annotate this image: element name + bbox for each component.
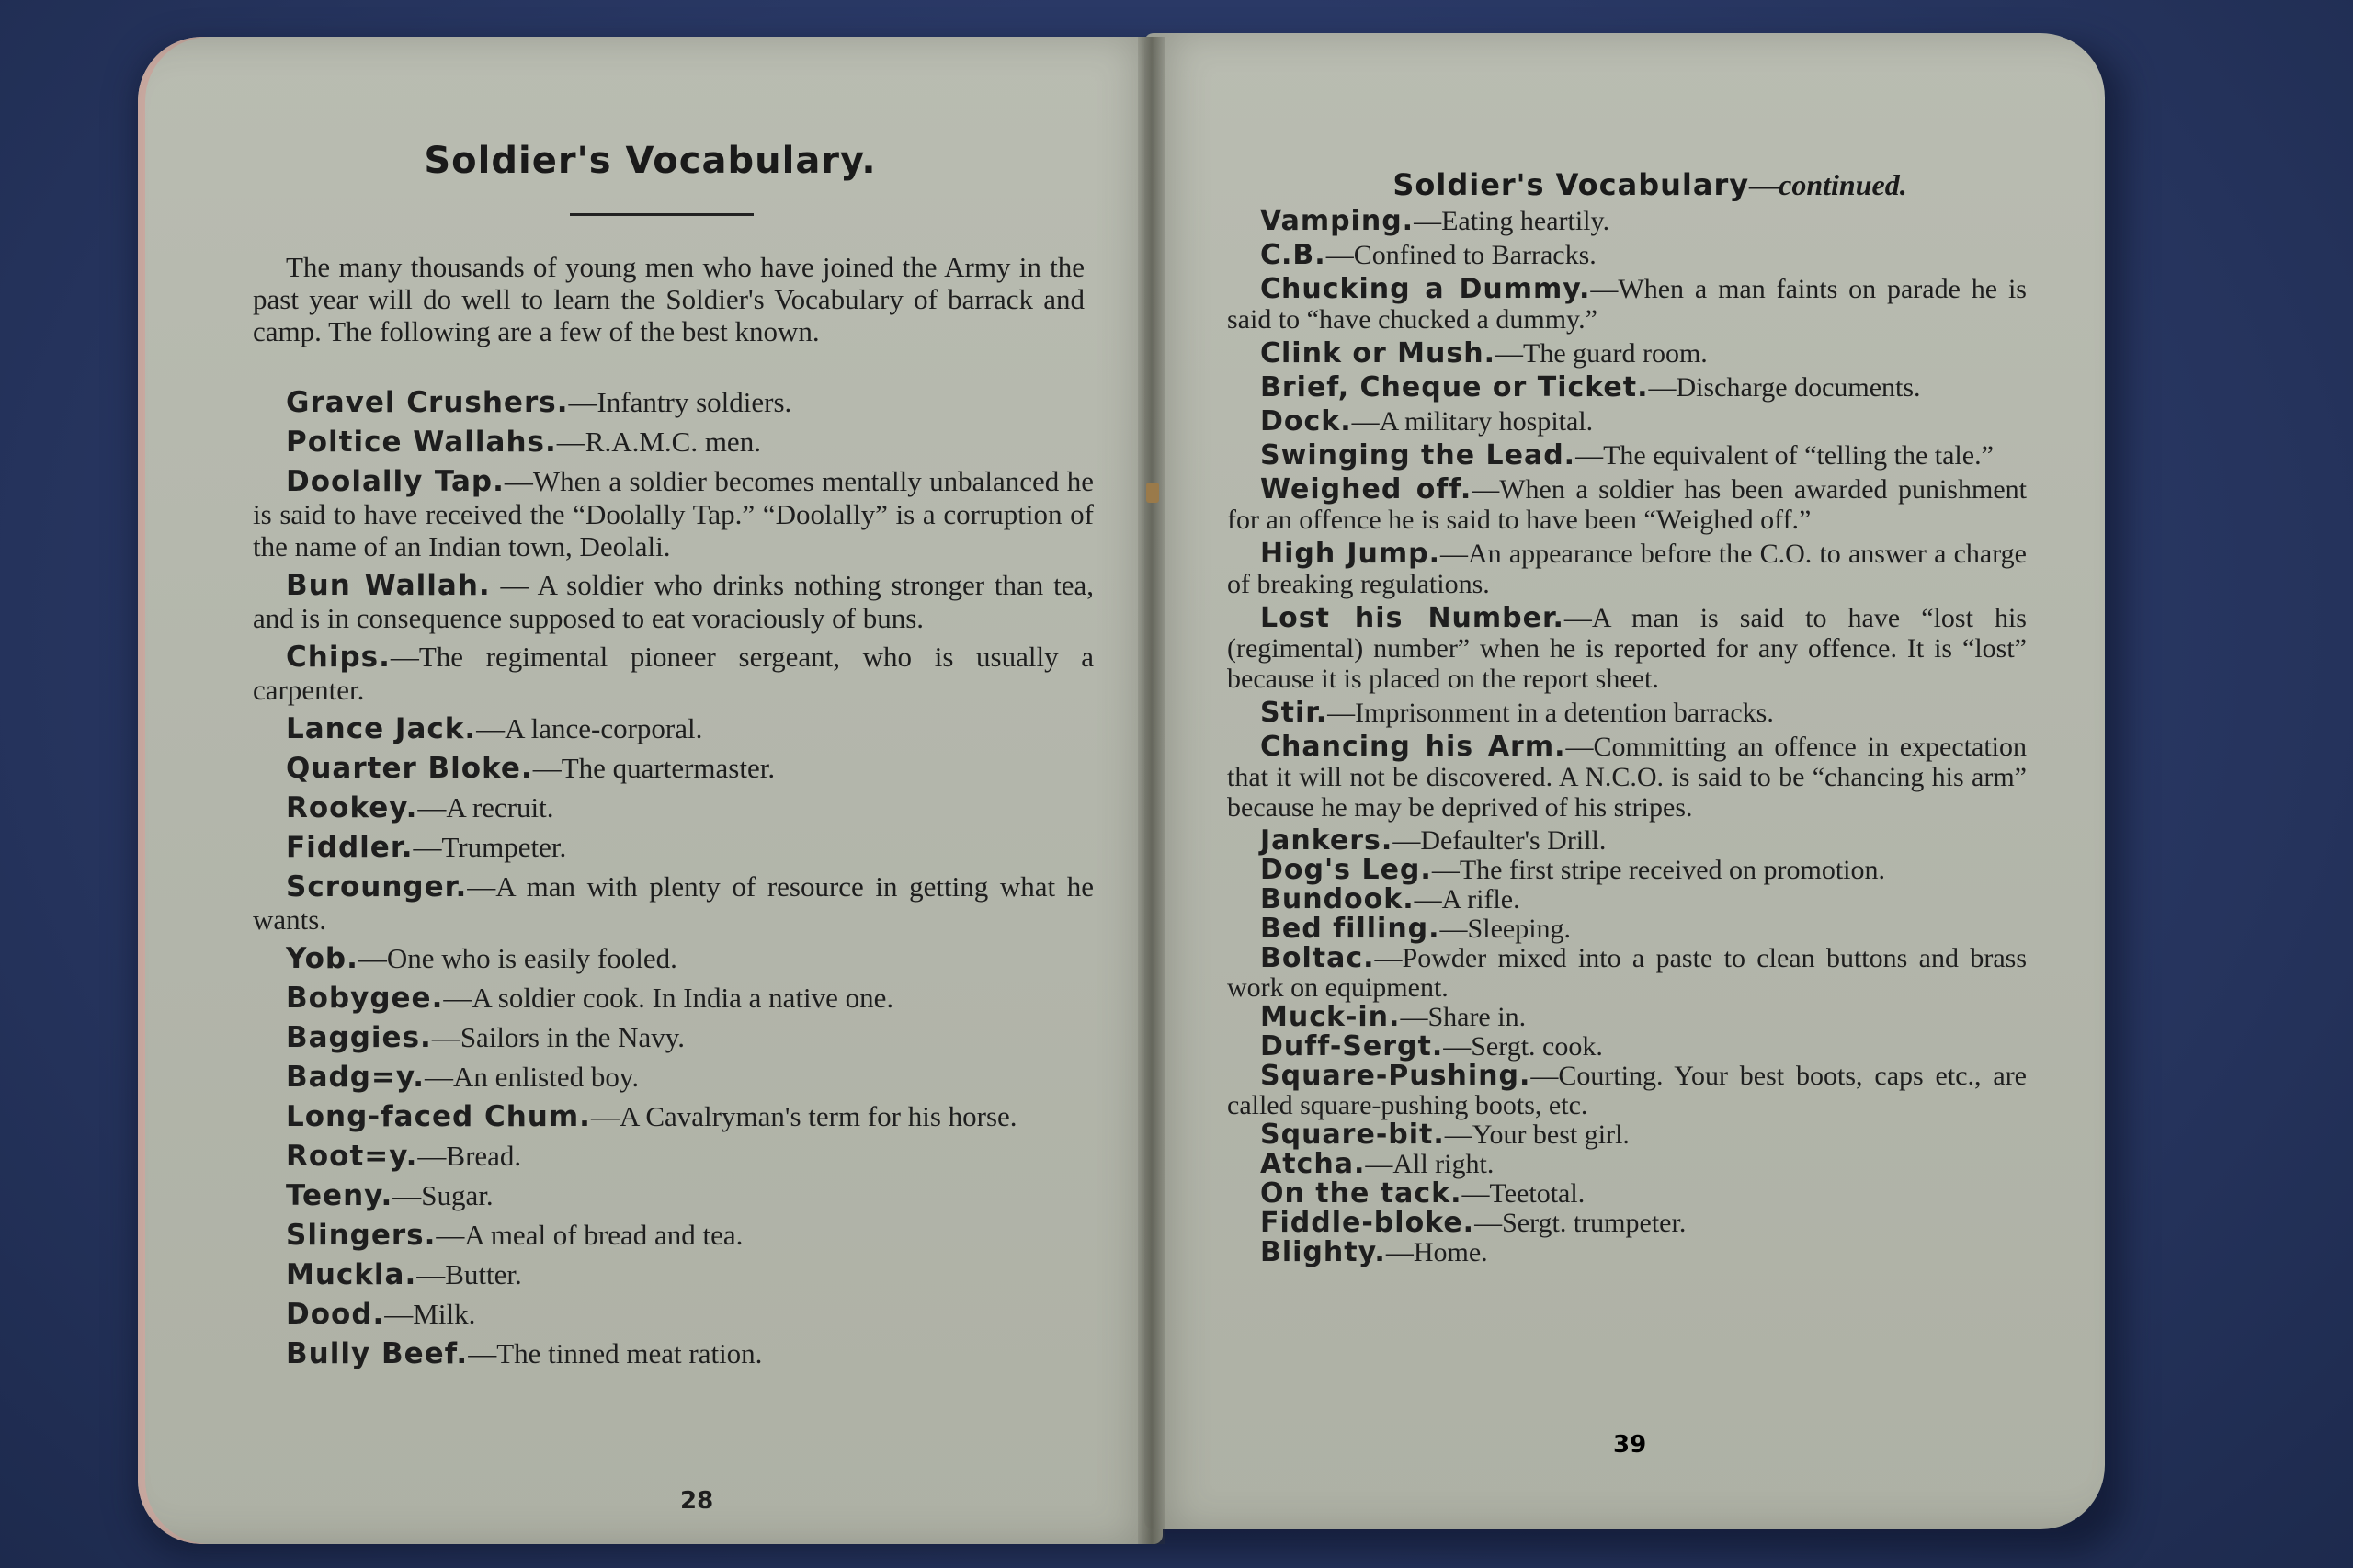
page-number-right: 39	[1613, 1431, 1647, 1459]
entry-definition: —Defaulter's Drill.	[1392, 825, 1607, 856]
vocabulary-entry	[1227, 406, 2027, 437]
vocabulary-entry	[253, 386, 1094, 419]
entry-term: Dock.	[1260, 405, 1352, 437]
entry-definition: —A soldier cook. In India a native one.	[443, 982, 894, 1014]
vocabulary-entry	[253, 831, 1094, 864]
entry-definition: —One who is easily fooled.	[358, 942, 677, 974]
entry-definition: —Butter.	[416, 1258, 522, 1290]
vocabulary-entry	[253, 641, 1094, 706]
title-rule	[570, 213, 754, 216]
entry-term: Weighed off.	[1260, 473, 1472, 506]
vocabulary-entry	[1227, 1238, 2027, 1267]
entry-term: Gravel Crushers.	[286, 386, 569, 419]
vocabulary-entry	[1227, 885, 2027, 915]
entry-term: Muck-in.	[1260, 1001, 1401, 1033]
entry-term: Lost his Number.	[1260, 602, 1564, 634]
entry-term: Lance Jack.	[286, 712, 477, 745]
vocabulary-entry	[253, 1100, 1094, 1133]
entry-term: Bundook.	[1260, 883, 1415, 915]
vocabulary-entry	[1227, 826, 2027, 856]
vocabulary-entry	[253, 569, 1094, 634]
entry-term: Muckla.	[286, 1258, 417, 1291]
vocabulary-entry	[253, 1337, 1094, 1370]
entry-term: Chancing his Arm.	[1260, 731, 1566, 763]
entry-definition: —An enlisted boy.	[425, 1061, 640, 1093]
entry-term: Atcha.	[1260, 1148, 1366, 1180]
entry-definition: —A meal of bread and tea.	[436, 1219, 744, 1251]
entry-term: Square-bit.	[1260, 1119, 1445, 1151]
entry-term: Jankers.	[1260, 824, 1393, 857]
entry-term: Bobygee.	[286, 982, 444, 1015]
entry-definition: —Home.	[1385, 1237, 1488, 1267]
entry-term: Teeny.	[286, 1179, 393, 1212]
vocabulary-entry	[253, 1219, 1094, 1252]
entry-definition: —Discharge documents.	[1648, 372, 1921, 403]
vocabulary-entry	[1227, 372, 2027, 403]
entry-definition: —Share in.	[1400, 1002, 1527, 1032]
entry-term: Fiddle-bloke.	[1260, 1207, 1475, 1239]
entry-term: High Jump.	[1260, 538, 1441, 570]
binding-staple	[1146, 483, 1159, 503]
entry-term: Stir.	[1260, 697, 1328, 729]
entry-definition: —All right.	[1365, 1149, 1495, 1179]
vocabulary-entry	[253, 1179, 1094, 1212]
entry-term: Dood.	[286, 1298, 385, 1331]
left-vocabulary-list	[253, 386, 1094, 1377]
entry-definition: —A rifle.	[1414, 884, 1520, 915]
entry-term: Duff-Sergt.	[1260, 1030, 1444, 1062]
vocabulary-entry	[253, 870, 1094, 936]
entry-term: Swinging the Lead.	[1260, 439, 1576, 472]
entry-definition: —A man is said to have “lost his (regimental) number” when he is reported for any offence. It is “lost” because it is placed on the report sheet.	[1227, 603, 2027, 694]
vocabulary-entry	[1227, 944, 2027, 1003]
vocabulary-entry	[253, 752, 1094, 785]
vocabulary-entry	[253, 1258, 1094, 1291]
entry-definition: —Eating heartily.	[1414, 206, 1610, 236]
entry-term: Scrounger.	[286, 870, 468, 903]
vocabulary-entry	[1227, 1003, 2027, 1032]
entry-definition: —Infantry soldiers.	[568, 386, 792, 418]
vocabulary-entry	[1227, 1062, 2027, 1120]
entry-definition: —Milk.	[384, 1298, 476, 1330]
entry-definition: —The equivalent of “telling the tale.”	[1575, 440, 1994, 471]
entry-term: Chips.	[286, 641, 391, 674]
entry-definition: —The quartermaster.	[532, 752, 776, 784]
entry-term: Blighty.	[1260, 1236, 1386, 1268]
right-page	[1144, 33, 2105, 1529]
vocabulary-entry	[253, 791, 1094, 824]
vocabulary-entry	[1227, 240, 2027, 270]
entry-definition: —A recruit.	[417, 791, 554, 824]
entry-term: Bully Beef.	[286, 1337, 469, 1370]
vocabulary-entry	[253, 712, 1094, 745]
entry-term: Baggies.	[286, 1021, 432, 1054]
vocabulary-entry	[1227, 603, 2027, 694]
entry-definition: —Your best girl.	[1444, 1119, 1630, 1150]
entry-term: Boltac.	[1260, 942, 1375, 974]
right-vocabulary-list	[1227, 206, 2027, 1267]
entry-definition: —Bread.	[417, 1140, 522, 1172]
entry-definition: — A soldier who drinks nothing stronger than tea, and is in consequence supposed to eat voraciously of buns.	[253, 569, 1094, 634]
entry-term: C.B.	[1260, 239, 1326, 271]
vocabulary-entry	[1227, 856, 2027, 885]
vocabulary-entry	[1227, 274, 2027, 335]
right-title-continued: —continued.	[1749, 168, 1907, 201]
entry-definition: —Sergt. cook.	[1443, 1031, 1603, 1062]
entry-definition: —Powder mixed into a paste to clean buttons and brass work on equipment.	[1227, 943, 2027, 1003]
vocabulary-entry	[1227, 1032, 2027, 1062]
entry-definition: —A lance-corporal.	[476, 712, 703, 744]
vocabulary-entry	[1227, 698, 2027, 728]
entry-term: Long-faced Chum.	[286, 1100, 591, 1133]
entry-definition: —A man with plenty of resource in getting what he wants.	[253, 870, 1094, 936]
entry-definition: —Sailors in the Navy.	[431, 1021, 686, 1053]
vocabulary-entry	[1227, 1150, 2027, 1179]
entry-definition: —When a soldier becomes mentally unbalanced he is said to have received the “Doolally Tap.” “Doolally” is a corruption of the name of an Indian town, Deolali.	[253, 465, 1094, 562]
entry-definition: —Sugar.	[392, 1179, 494, 1211]
entry-definition: —When a soldier has been awarded punishment for an offence he is said to have been “Weighed off.”	[1227, 474, 2027, 535]
vocabulary-entry	[253, 426, 1094, 459]
entry-term: Bun Wallah.	[286, 569, 491, 602]
entry-definition: —The tinned meat ration.	[468, 1337, 763, 1369]
vocabulary-entry	[253, 1140, 1094, 1173]
entry-term: On the tack.	[1260, 1177, 1462, 1210]
vocabulary-entry	[1227, 915, 2027, 944]
entry-term: Bed filling.	[1260, 913, 1440, 945]
right-page-title	[1282, 167, 2018, 202]
entry-term: Slingers.	[286, 1219, 437, 1252]
entry-definition: —Imprisonment in a detention barracks.	[1327, 698, 1774, 728]
entry-term: Vamping.	[1260, 205, 1415, 237]
entry-definition: —R.A.M.C. men.	[556, 426, 761, 458]
entry-term: Rookey.	[286, 791, 418, 824]
intro-paragraph: The many thousands of young men who have joined the Army in the past year will do well to learn the Soldier's Vocabulary of barrack and camp. The following are a few of the best known.	[253, 251, 1085, 347]
entry-term: Badg=y.	[286, 1061, 426, 1094]
left-page-title: Soldier's Vocabulary.	[424, 140, 877, 182]
entry-definition: —Teetotal.	[1461, 1178, 1586, 1209]
entry-term: Root=y.	[286, 1140, 418, 1173]
entry-definition: —Sergt. trumpeter.	[1474, 1208, 1687, 1238]
left-page	[138, 37, 1163, 1544]
entry-term: Doolally Tap.	[286, 465, 505, 498]
entry-term: Quarter Bloke.	[286, 752, 533, 785]
vocabulary-entry	[1227, 474, 2027, 535]
entry-definition: —Confined to Barracks.	[1325, 240, 1597, 270]
entry-definition: —The first stripe received on promotion.	[1431, 855, 1886, 885]
vocabulary-entry	[1227, 539, 2027, 599]
page-number-left: 28	[680, 1487, 714, 1515]
vocabulary-entry	[1227, 1179, 2027, 1209]
right-title-main: Soldier's Vocabulary	[1392, 167, 1750, 202]
entry-term: Dog's Leg.	[1260, 854, 1432, 886]
entry-term: Square-Pushing.	[1260, 1060, 1531, 1092]
entry-term: Fiddler.	[286, 831, 414, 864]
vocabulary-entry	[1227, 732, 2027, 823]
vocabulary-entry	[1227, 1209, 2027, 1238]
entry-term: Brief, Cheque or Ticket.	[1260, 371, 1649, 403]
book-gutter	[1138, 37, 1165, 1544]
vocabulary-entry	[253, 1298, 1094, 1331]
entry-definition: —When a man faints on parade he is said to “have chucked a dummy.”	[1227, 274, 2027, 335]
entry-term: Chucking a Dummy.	[1260, 273, 1591, 305]
vocabulary-entry	[1227, 1120, 2027, 1150]
entry-definition: —A military hospital.	[1351, 406, 1594, 437]
entry-definition: —The guard room.	[1495, 338, 1708, 369]
entry-term: Yob.	[286, 942, 358, 975]
entry-definition: —Committing an offence in expectation that it will not be discovered. A N.C.O. is said to be “chancing his arm” because he may be deprived of his stripes.	[1227, 732, 2027, 823]
entry-definition: —An appearance before the C.O. to answer a charge of breaking regulations.	[1227, 539, 2027, 599]
vocabulary-entry	[1227, 338, 2027, 369]
vocabulary-entry	[253, 1021, 1094, 1054]
vocabulary-entry	[1227, 440, 2027, 471]
entry-term: Poltice Wallahs.	[286, 426, 557, 459]
entry-definition: —A Cavalryman's term for his horse.	[590, 1100, 1017, 1132]
vocabulary-entry	[253, 465, 1094, 562]
entry-definition: —Sleeping.	[1439, 914, 1572, 944]
entry-definition: —The regimental pioneer sergeant, who is usually a carpenter.	[253, 641, 1094, 706]
entry-term: Clink or Mush.	[1260, 337, 1496, 369]
vocabulary-entry	[253, 1061, 1094, 1094]
vocabulary-entry	[1227, 206, 2027, 236]
vocabulary-entry	[253, 982, 1094, 1015]
entry-definition: —Trumpeter.	[413, 831, 567, 863]
entry-definition: —Courting. Your best boots, caps etc., are called square-pushing boots, etc.	[1227, 1061, 2027, 1120]
vocabulary-entry	[253, 942, 1094, 975]
